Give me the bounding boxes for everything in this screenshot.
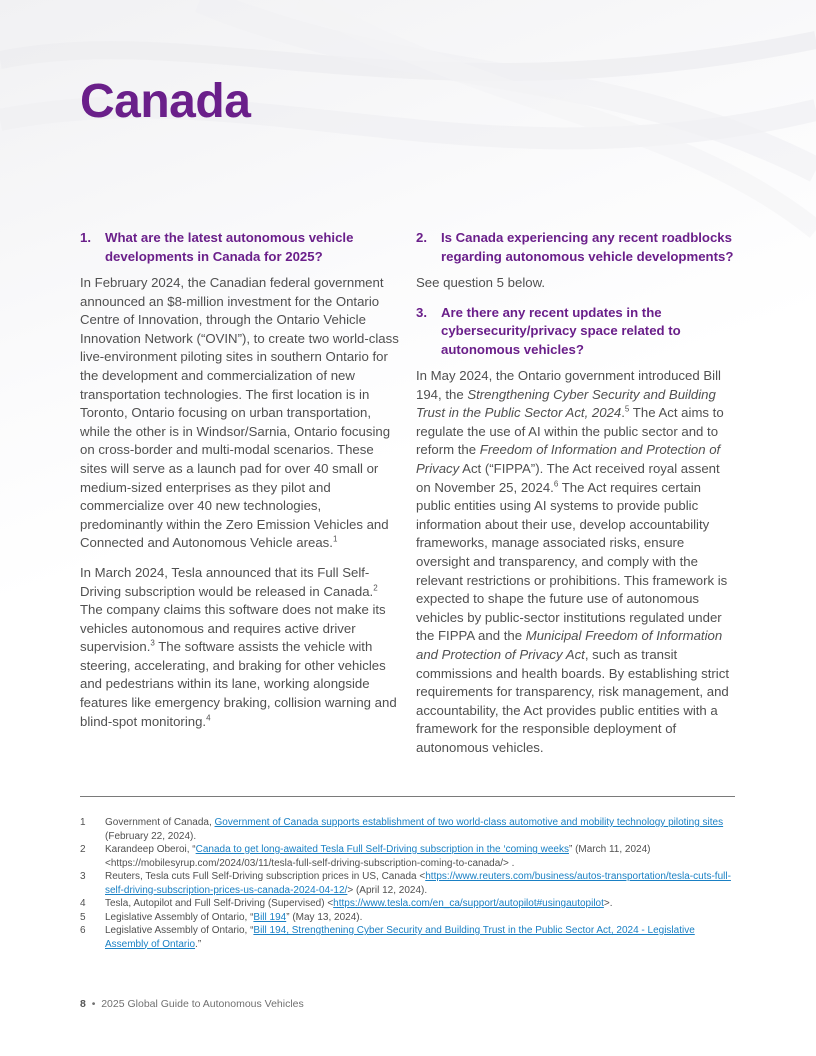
footnote-link[interactable]: Government of Canada supports establishment of two world-class automotive and mobility technology piloting sites — [214, 817, 724, 828]
footnote-suffix: (February 22, 2024). — [105, 830, 197, 842]
footnote — [80, 897, 740, 911]
paragraph-text: The Act aims to regulate the use of AI within the public sector and to reform the — [416, 405, 724, 458]
question-2 — [416, 229, 736, 266]
footnote — [80, 924, 740, 951]
answer-see-below: See question 5 below. — [416, 275, 546, 290]
footnote-prefix: Legislative Assembly of Ontario, “ — [105, 911, 254, 923]
footnote-number: 2 — [80, 844, 86, 855]
footnote — [80, 843, 740, 870]
footnote-number: 3 — [80, 871, 86, 882]
footnote-suffix: > (April 12, 2024). — [347, 884, 428, 896]
footnote-text — [105, 897, 740, 911]
footnote-ref: 4 — [206, 713, 211, 723]
footnote — [80, 816, 740, 843]
act-title: Municipal Freedom of Information and Protection of Privacy Act — [416, 628, 723, 662]
footer-separator: • — [91, 998, 96, 1010]
paragraph-text: In May 2024, the Ontario government introduced Bill 194, the — [416, 368, 721, 402]
answer-paragraph-1 — [80, 274, 400, 553]
footnote-ref: 6 — [553, 479, 559, 489]
footnote-text — [105, 870, 740, 897]
footnote-number: 6 — [80, 925, 86, 936]
question-number: 2. — [416, 230, 427, 245]
question-text: Are there any recent updates in the cybersecurity/privacy space related to autonomous vehicles? — [441, 304, 681, 357]
question-text: Is Canada experiencing any recent roadblocks regarding autonomous vehicle developments? — [441, 230, 734, 264]
footnote-prefix: Karandeep Oberoi, “ — [105, 844, 196, 855]
guide-title: 2025 Global Guide to Autonomous Vehicles — [101, 998, 304, 1010]
page-title: Canada — [80, 75, 251, 128]
answer-paragraph-2 — [80, 564, 400, 731]
question-number: 3. — [416, 304, 427, 320]
footnote-prefix: Reuters, Tesla cuts Full Self-Driving subscription prices in US, Canada < — [105, 871, 426, 882]
footnote — [80, 870, 740, 897]
footnote-text — [105, 911, 740, 925]
question-1 — [80, 229, 400, 266]
paragraph-text: . — [621, 405, 625, 421]
page-number: 8 — [80, 998, 86, 1010]
footnote-ref: 3 — [150, 638, 155, 648]
footnote-prefix: Legislative Assembly of Ontario, “ — [105, 925, 254, 936]
left-column — [80, 229, 400, 742]
footnote-suffix: ” (March 11, 2024) <https://mobilesyrup.com/2024/03/11/tesla-full-self-driving-subscription-coming-to-canada/> . — [105, 844, 651, 869]
footnote-prefix: Government of Canada, — [105, 817, 215, 828]
footnote-divider — [80, 796, 735, 797]
paragraph-text: In February 2024, the Canadian federal government announced an $8-million investment for the Ontario Centre of Innovation, through the Ontario Vehicle Innovation Network (“OVIN”), to create two world-class live-environment piloting sites in southern Ontario for the development and commercialization of new transportation technologies. The first location is in Toronto, Ontario focusing on urban transportation, while the other is in Windsor/Sarnia, Ontario focusing on cross-border and multi-modal scenarios. These sites will serve as a launch pad for over 40 small or medium-sized enterprises as they pilot and commercialize over 40 new technologies, predominantly within the Zero Emission Vehicles and Connected and Autonomous Vehicle areas. — [80, 275, 399, 551]
footnote-ref: 5 — [624, 404, 630, 414]
paragraph-text: The company claims this software does not make its vehicles autonomous and requires active driver supervision. — [80, 602, 386, 655]
footnote-text — [105, 843, 740, 870]
footnote-number: 4 — [80, 898, 86, 909]
paragraph-text: , such as transit commissions and health boards. By establishing strict requirements for transparency, risk management, and accountability, the Act provides public entities with a framework for the responsible deployment of autonomous vehicles. — [416, 647, 729, 755]
act-title: Freedom of Information and Protection of Privacy — [416, 442, 721, 477]
answer-paragraph-3 — [416, 367, 736, 757]
footnote-suffix: ” (May 13, 2024). — [286, 911, 363, 923]
footnote-link[interactable]: Bill 194 — [253, 911, 287, 923]
paragraph-text: In March 2024, Tesla announced that its Full Self-Driving subscription would be released in Canada. — [80, 564, 374, 599]
right-column — [416, 229, 736, 769]
footnote-link[interactable]: https://www.reuters.com/business/autos-transportation/tesla-cuts-full-self-driving-subscription-prices-us-canada-2024-04-12/ — [105, 871, 731, 896]
footnote-ref: 1 — [332, 534, 338, 544]
act-title: Strengthening Cyber Security and Building Trust in the Public Sector Act, 2024 — [416, 386, 716, 421]
question-3 — [416, 304, 736, 360]
footnote-suffix: .” — [195, 938, 202, 950]
footnote-suffix: >. — [603, 898, 613, 909]
paragraph-text: The Act requires certain public entities using AI systems to provide public information about their use, develop accountability frameworks, manage associated risks, ensure oversight and transparency, and comply with the relevant restrictions or prohibitions. This framework is expected to shape the future use of autonomous vehicles by public-sector institutions regulated under the FIPPA and the — [416, 479, 728, 644]
footnote — [80, 911, 740, 925]
page-footer — [80, 998, 304, 1010]
footnote-number: 1 — [80, 817, 86, 828]
paragraph-text: Act (“FIPPA”). The Act received royal assent on November 25, 2024. — [416, 461, 720, 495]
question-number: 1. — [80, 230, 91, 245]
footnote-prefix: Tesla, Autopilot and Full Self-Driving (Supervised) < — [105, 898, 334, 909]
footnotes — [80, 816, 740, 951]
footnote-ref: 2 — [373, 583, 378, 593]
footnote-link[interactable]: https://www.tesla.com/en_ca/support/autopilot#usingautopilot — [333, 898, 604, 909]
footnote-link[interactable]: Bill 194, Strengthening Cyber Security and Building Trust in the Public Sector Act, 2024 - Legislative Assembly of Ontario — [105, 925, 695, 950]
paragraph-text: The software assists the vehicle with steering, accelerating, and braking for other vehicles and pedestrians within its lane, working alongside features like emergency braking, collision warning and blind-spot monitoring. — [80, 639, 397, 729]
footnote-text — [105, 816, 740, 843]
question-text: What are the latest autonomous vehicle developments in Canada for 2025? — [105, 230, 354, 264]
footnote-link[interactable]: Canada to get long-awaited Tesla Full Self-Driving subscription in the ‘coming weeks — [195, 844, 569, 855]
footnote-number: 5 — [80, 911, 86, 923]
footnote-text — [105, 924, 740, 951]
